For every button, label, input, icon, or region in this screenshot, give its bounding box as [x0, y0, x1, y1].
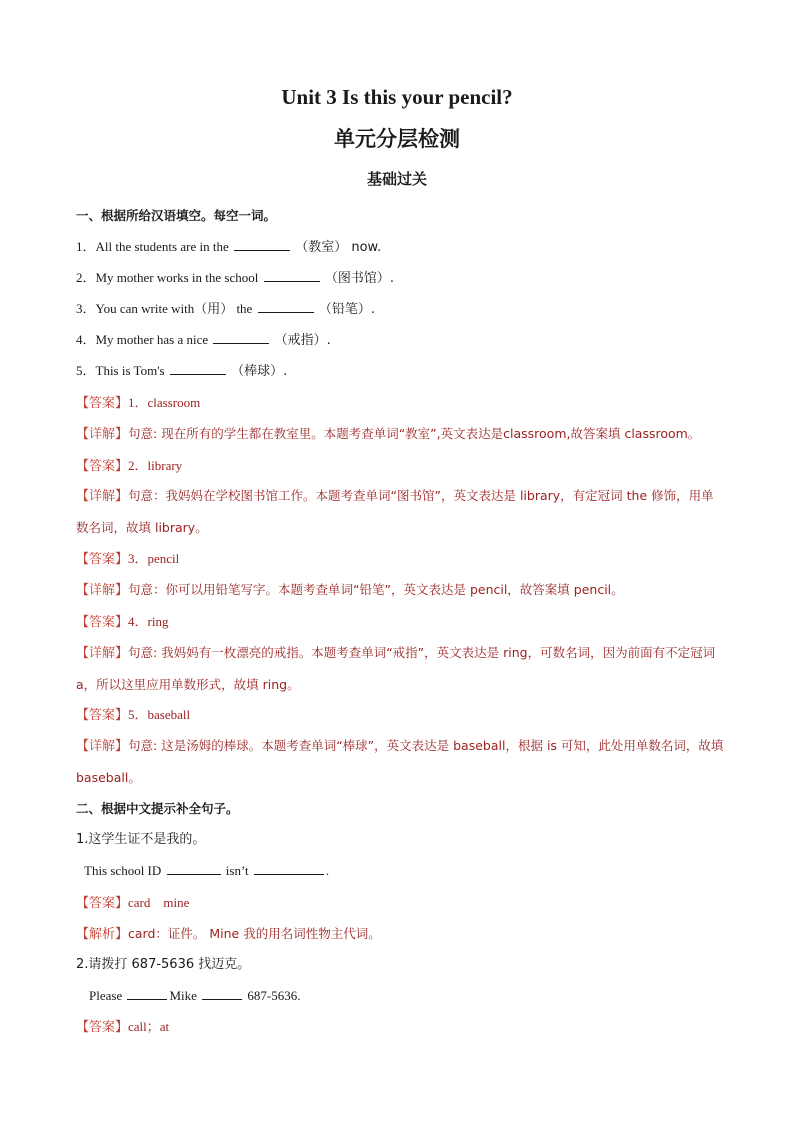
detail-2-text: 句意：我妈妈在学校图书馆工作。本题考查单词“图书馆”，英文表达是 library，有定冠词 the 修饰，用单数名词，故填 library。	[76, 488, 714, 535]
answer-1	[76, 393, 726, 414]
answer-blank-1[interactable]	[234, 237, 290, 251]
answer-tag: 【答案】	[76, 1020, 129, 1035]
answer-5-text: 5．baseball	[128, 707, 191, 722]
detail-4-text: 句意: 我妈妈有一枚漂亮的戒指。本题考查单词“戒指”，英文表达是 ring，可数名词，因为前面有不定冠词 a，所以这里应用单数形式，故填 ring。	[76, 645, 716, 692]
detail-4	[76, 637, 726, 700]
question-2-text: 2．My mother works in the school	[76, 270, 259, 285]
answer-tag: 【答案】	[76, 896, 129, 911]
answer-blank-4[interactable]	[213, 330, 269, 344]
s2-q2-text-b: Mike	[169, 988, 197, 1003]
s2-answer-blank-1b[interactable]	[254, 861, 324, 875]
answer-tag: 【答案】	[76, 396, 129, 411]
answer-tag: 【答案】	[76, 615, 129, 630]
question-1-text: 1．All the students are in the	[76, 239, 229, 254]
question-1	[76, 237, 726, 258]
detail-tag: 【详解】	[76, 583, 129, 598]
s2-question-1-cn: 1.这学生证不是我的。	[76, 832, 206, 847]
question-5-hint: （棒球）.	[231, 364, 288, 379]
question-3-hint: （铅笔）.	[318, 302, 375, 317]
detail-tag: 【详解】	[76, 739, 129, 754]
analysis-tag: 【解析】	[76, 927, 129, 942]
question-5-text: 5．This is Tom's	[76, 363, 165, 378]
question-3-text: 3．You can write with（用） the	[76, 301, 253, 316]
detail-tag: 【详解】	[76, 427, 129, 442]
answer-blank-2[interactable]	[264, 268, 320, 282]
answer-4-text: 4．ring	[128, 614, 169, 629]
detail-3-text: 句意：你可以用铅笔写字。本题考查单词“铅笔”，英文表达是 pencil，故答案填 pencil。	[128, 582, 624, 597]
s2-answer-blank-2b[interactable]	[202, 986, 242, 1000]
question-5	[76, 361, 726, 382]
s2-answer-blank-2a[interactable]	[127, 986, 167, 1000]
s2-q1-text-b: isn’t	[225, 863, 249, 878]
test-title: 单元分层检测	[334, 127, 460, 151]
answer-4	[76, 612, 726, 633]
s2-answer-2	[76, 1017, 726, 1038]
detail-tag: 【详解】	[76, 646, 129, 661]
question-4-hint: （戒指）.	[274, 333, 331, 348]
answer-blank-5[interactable]	[170, 361, 226, 375]
answer-5	[76, 705, 726, 726]
s2-question-2-en	[89, 986, 739, 1006]
answer-tag: 【答案】	[76, 708, 129, 723]
s2-analysis-1-text: card：证件。 Mine 我的用名词性物主代词。	[128, 926, 381, 941]
answer-3-text: 3．pencil	[128, 551, 180, 566]
detail-1	[76, 424, 726, 445]
unit-title: Unit 3 Is this your pencil?	[281, 85, 513, 109]
s2-answer-2-text: call；at	[128, 1019, 170, 1034]
answer-blank-3[interactable]	[258, 299, 314, 313]
section2-heading: 二、根据中文提示补全句子。	[76, 801, 239, 816]
detail-3	[76, 580, 726, 601]
s2-q2-text-a: Please	[89, 988, 123, 1003]
question-4-text: 4．My mother has a nice	[76, 332, 209, 347]
question-1-hint: （教室） now.	[295, 240, 382, 255]
answer-2-text: 2．library	[128, 458, 183, 473]
detail-1-text: 句意: 现在所有的学生都在教室里。本题考查单词“教室”,英文表达是classroom,故答案填 classroom。	[128, 426, 701, 441]
answer-tag: 【答案】	[76, 459, 129, 474]
answer-2	[76, 456, 726, 477]
s2-answer-blank-1a[interactable]	[167, 861, 221, 875]
answer-3	[76, 549, 726, 570]
answer-1-text: 1．classroom	[128, 395, 201, 410]
s2-analysis-1	[76, 924, 726, 945]
detail-tag: 【详解】	[76, 489, 129, 504]
s2-answer-1-text: card mine	[128, 895, 190, 910]
question-2	[76, 268, 726, 289]
s2-q1-text-c: .	[325, 863, 330, 878]
s2-q1-text-a: This school ID	[84, 863, 162, 878]
detail-5-text: 句意: 这是汤姆的棒球。本题考查单词“棒球”，英文表达是 baseball，根据 is 可知，此处用单数名词，故填 baseball。	[76, 738, 724, 785]
s2-question-2-cn: 2.请拨打 687-5636 找迈克。	[76, 957, 251, 972]
level-subtitle: 基础过关	[366, 170, 427, 188]
s2-question-1-en	[84, 861, 734, 881]
question-2-hint: （图书馆）.	[324, 271, 394, 286]
question-4	[76, 330, 726, 351]
detail-5	[76, 730, 726, 793]
s2-answer-1	[76, 893, 726, 914]
detail-2	[76, 480, 726, 543]
question-3	[76, 299, 726, 320]
answer-tag: 【答案】	[76, 552, 129, 567]
section1-heading: 一、根据所给汉语填空。每空一词。	[76, 208, 277, 223]
s2-q2-text-c: 687-5636.	[247, 988, 301, 1003]
